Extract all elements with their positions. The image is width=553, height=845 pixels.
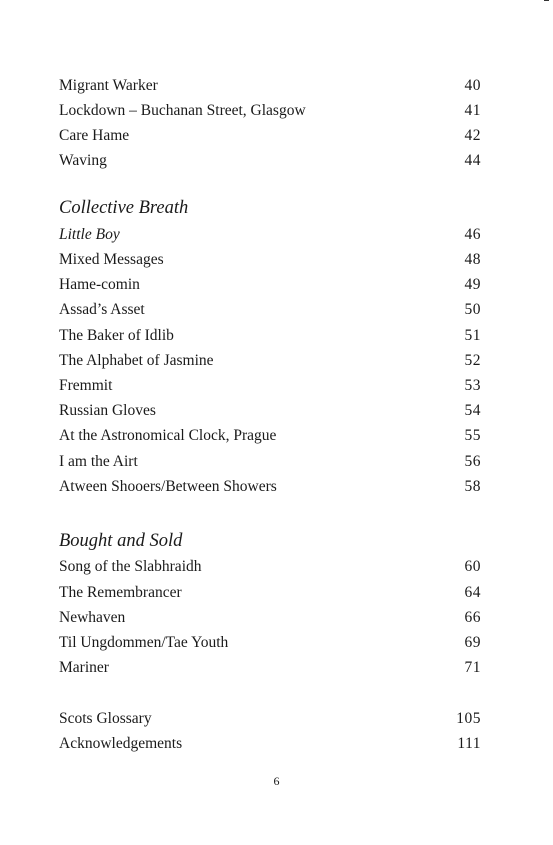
toc-entry-title: Migrant Warker <box>59 77 158 94</box>
toc-entry <box>59 659 481 681</box>
toc-entry-page: 64 <box>464 584 481 601</box>
toc-entry <box>59 327 481 349</box>
toc-entry <box>59 558 481 580</box>
toc-entry-page: 46 <box>464 226 481 243</box>
toc-entry-title: Acknowledgements <box>59 735 183 752</box>
toc-entry-title: Russian Gloves <box>59 402 156 419</box>
toc-entry-page: 50 <box>464 301 481 318</box>
toc-entry-title: Assad’s Asset <box>59 301 145 318</box>
toc-entry-title: Scots Glossary <box>59 710 152 727</box>
section-heading: Bought and Sold <box>59 531 183 551</box>
toc-entry-page: 44 <box>464 152 481 169</box>
toc-entry-page: 42 <box>464 127 481 144</box>
toc-entry <box>59 127 481 149</box>
toc-entry <box>59 251 481 273</box>
toc-entry-page: 105 <box>456 710 481 727</box>
toc-entry-title: Mariner <box>59 659 109 676</box>
toc-entry-page: 60 <box>464 558 481 575</box>
toc-entry-title: Waving <box>59 152 107 169</box>
toc-entry-title: Little Boy <box>59 226 120 243</box>
section-heading: Collective Breath <box>59 198 189 218</box>
toc-entry <box>59 710 481 732</box>
toc-entry <box>59 427 481 449</box>
toc-entry-page: 41 <box>464 102 481 119</box>
toc-entry <box>59 478 481 500</box>
toc-entry <box>59 152 481 174</box>
toc-entry-title: The Alphabet of Jasmine <box>59 352 214 369</box>
toc-entry-page: 55 <box>464 427 481 444</box>
toc-entry-title: The Remembrancer <box>59 584 182 601</box>
toc-entry-page: 54 <box>464 402 481 419</box>
toc-entry-title: Fremmit <box>59 377 113 394</box>
toc-entry <box>59 301 481 323</box>
toc-entry-title: Newhaven <box>59 609 126 626</box>
toc-entry <box>59 77 481 99</box>
toc-entry-page: 111 <box>457 735 481 752</box>
toc-entry-title: I am the Airt <box>59 453 138 470</box>
toc-entry-title: Song of the Slabhraidh <box>59 558 202 575</box>
toc-entry-page: 40 <box>464 77 481 94</box>
toc-entry-page: 66 <box>464 609 481 626</box>
toc-entry-title: Til Ungdommen/Tae Youth <box>59 634 229 651</box>
toc-entry <box>59 584 481 606</box>
toc-entry-page: 52 <box>464 352 481 369</box>
toc-entry <box>59 735 481 757</box>
toc-entry <box>59 377 481 399</box>
toc-entry-title: At the Astronomical Clock, Prague <box>59 427 277 444</box>
toc-entry-title: Atween Shooers/Between Showers <box>59 478 277 495</box>
toc-entry <box>59 634 481 656</box>
toc-entry <box>59 276 481 298</box>
page-number: 6 <box>273 774 280 788</box>
toc-entry-page: 56 <box>464 453 481 470</box>
toc-entry-title: Care Hame <box>59 127 130 144</box>
toc-entry <box>59 453 481 475</box>
toc-entry <box>59 226 481 248</box>
corner-crop-mark <box>544 0 549 1</box>
toc-entry-title: Hame-comin <box>59 276 140 293</box>
toc-entry-page: 53 <box>464 377 481 394</box>
toc-entry <box>59 352 481 374</box>
toc-entry-page: 48 <box>464 251 481 268</box>
toc-entry-page: 49 <box>464 276 481 293</box>
toc-entry-page: 71 <box>464 659 481 676</box>
toc-entry-title: Lockdown – Buchanan Street, Glasgow <box>59 102 306 119</box>
toc-entry-page: 69 <box>464 634 481 651</box>
toc-entry-title: Mixed Messages <box>59 251 164 268</box>
toc-entry <box>59 402 481 424</box>
toc-entry <box>59 609 481 631</box>
toc-entry <box>59 102 481 124</box>
toc-entry-title: The Baker of Idlib <box>59 327 174 344</box>
toc-entry-page: 58 <box>464 478 481 495</box>
toc-entry-page: 51 <box>464 327 481 344</box>
